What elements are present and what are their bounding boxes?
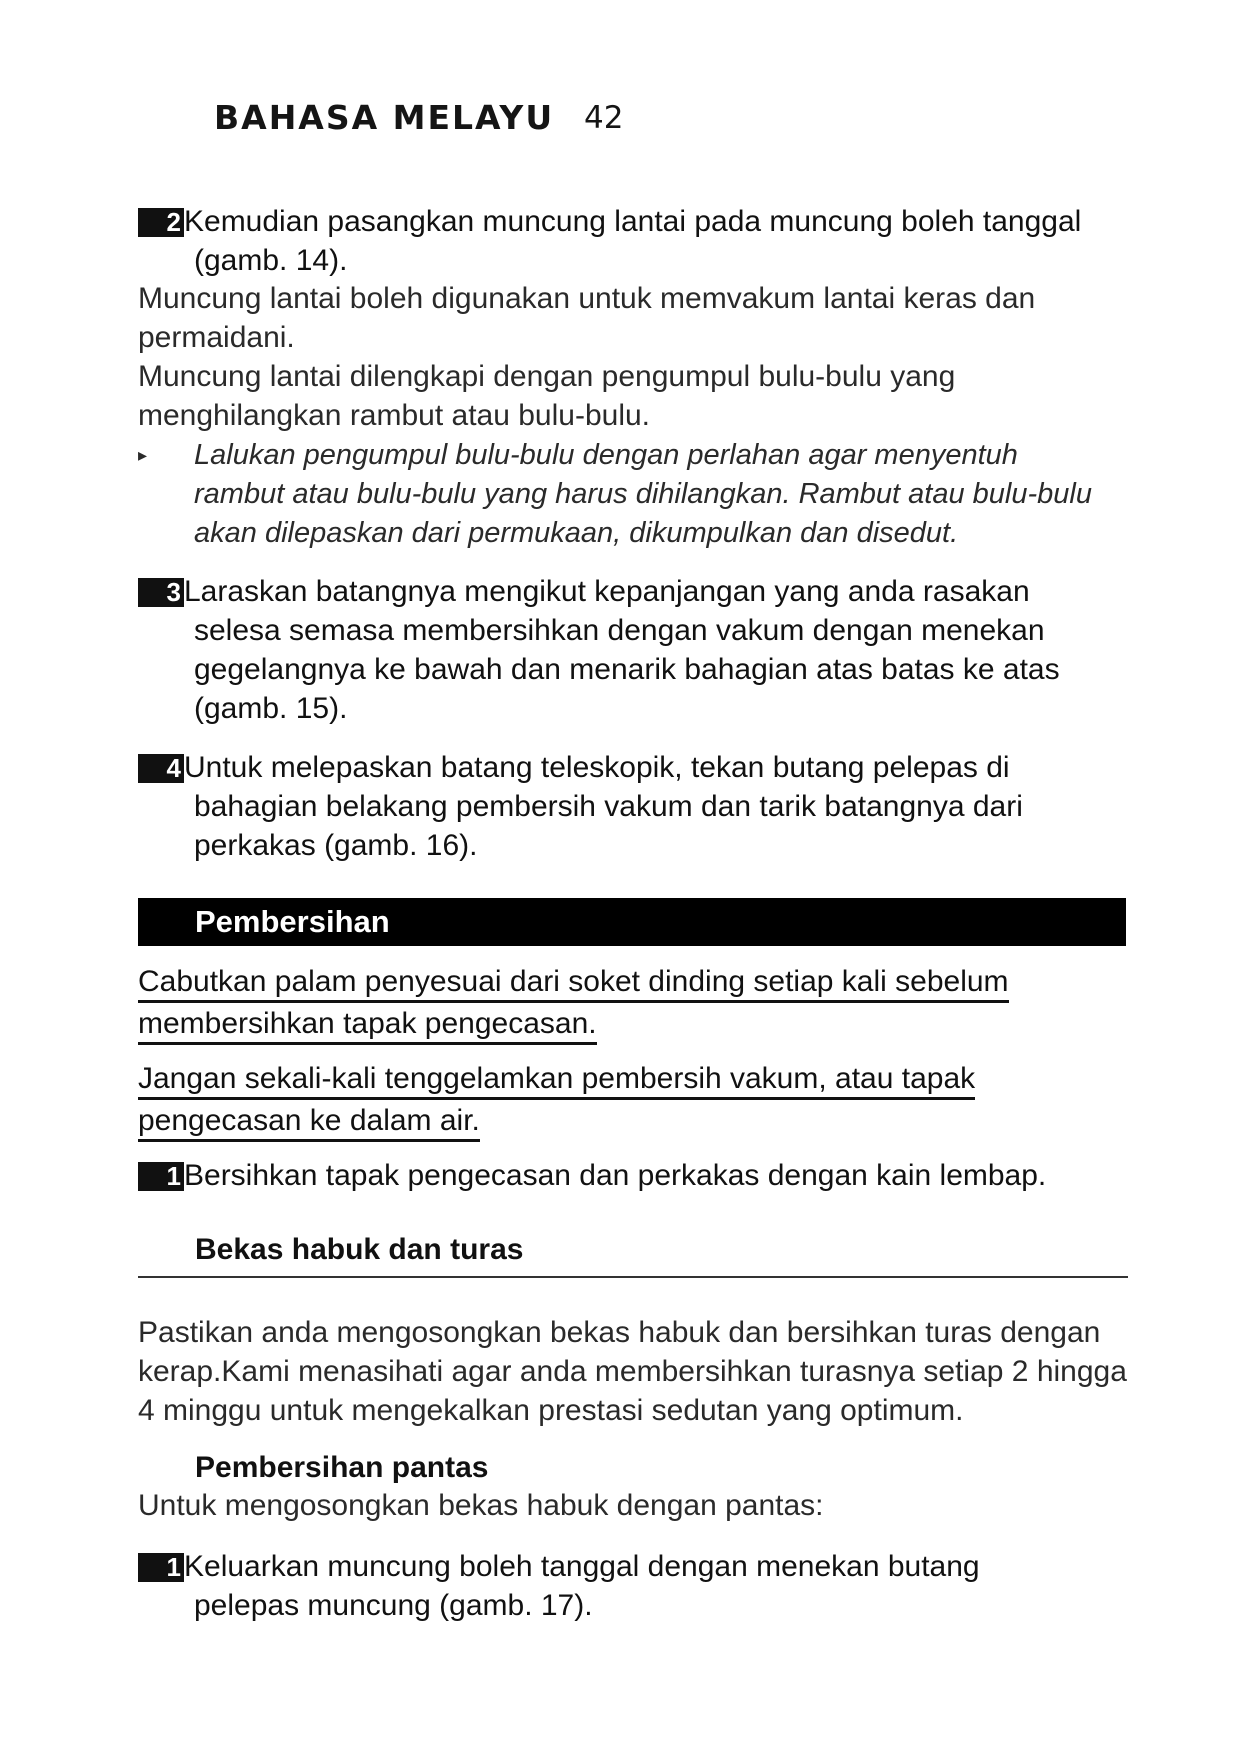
step-line: Laraskan batangnya mengikut kepanjangan yang anda rasakan	[184, 575, 1030, 608]
step-quick-1	[138, 1547, 1118, 1625]
text-line: Pastikan anda mengosongkan bekas habuk dan bersihkan turas dengan	[138, 1316, 1101, 1349]
step-number-badge: 2	[138, 208, 184, 237]
bullet-arrow-icon: ▸	[138, 445, 148, 465]
step-line: bahagian belakang pembersih vakum dan tarik batangnya dari	[194, 790, 1023, 823]
step-text	[184, 1156, 1118, 1195]
step-text	[184, 1547, 1118, 1625]
text-line: akan dilepaskan dari permukaan, dikumpulkan dan disedut.	[194, 517, 959, 549]
step-text	[184, 202, 1118, 280]
step-text	[184, 572, 1118, 728]
step-line: selesa semasa membersihkan dengan vakum dengan menekan	[194, 614, 1045, 647]
step-line: (gamb. 15).	[194, 692, 348, 725]
warning-no-water	[138, 1059, 1118, 1143]
text-line: Muncung lantai dilengkapi dengan pengumpul bulu-bulu yang	[138, 360, 956, 393]
subsection-description	[138, 1313, 1128, 1430]
step-line: gegelangnya ke bawah dan menarik bahagian atas batas ke atas	[194, 653, 1060, 686]
step-3	[138, 572, 1118, 728]
step-line: (gamb. 14).	[194, 244, 348, 277]
text-line: Muncung lantai boleh digunakan untuk memvakum lantai keras dan	[138, 282, 1036, 315]
step-number-badge: 4	[138, 754, 184, 783]
warning-line: Jangan sekali-kali tenggelamkan pembersih vakum, atau tapak	[138, 1062, 975, 1100]
floor-nozzle-description	[138, 279, 1128, 435]
step-clean-1	[138, 1156, 1118, 1195]
subsection-title: Pembersihan pantas	[195, 1451, 489, 1484]
step-line: Untuk melepaskan batang teleskopik, tekan butang pelepas di	[184, 751, 1010, 784]
step-line: perkakas (gamb. 16).	[194, 829, 478, 862]
page-number: 42	[584, 100, 624, 136]
warning-line: membersihkan tapak pengecasan.	[138, 1007, 597, 1045]
section-title: Pembersihan	[195, 904, 390, 939]
step-line: Keluarkan muncung boleh tanggal dengan menekan butang	[184, 1550, 980, 1583]
step-number-badge: 1	[138, 1553, 184, 1582]
subsection-title: Bekas habuk dan turas	[195, 1233, 524, 1266]
bullet-item	[138, 436, 1128, 553]
step-text	[184, 748, 1118, 865]
step-number-badge: 1	[138, 1162, 184, 1191]
warning-line: Cabutkan palam penyesuai dari soket dinding setiap kali sebelum	[138, 965, 1009, 1003]
step-4	[138, 748, 1118, 865]
warning-line: pengecasan ke dalam air.	[138, 1104, 480, 1142]
warning-unplug	[138, 962, 1118, 1046]
text-line: menghilangkan rambut atau bulu-bulu.	[138, 399, 651, 432]
step-line: Kemudian pasangkan muncung lantai pada muncung boleh tanggal	[184, 205, 1082, 238]
step-line: pelepas muncung (gamb. 17).	[194, 1589, 593, 1622]
subsection-intro: Untuk mengosongkan bekas habuk dengan pantas:	[138, 1489, 824, 1522]
text-line: Lalukan pengumpul bulu-bulu dengan perlahan agar menyentuh	[194, 439, 1018, 471]
divider	[138, 1276, 1128, 1278]
text-line: rambut atau bulu-bulu yang harus dihilangkan. Rambut atau bulu-bulu	[194, 478, 1092, 510]
text-line: kerap.Kami menasihati agar anda membersihkan turasnya setiap 2 hingga	[138, 1355, 1127, 1388]
section-header-bar	[138, 898, 1126, 946]
text-line: permaidani.	[138, 321, 295, 354]
step-line: Bersihkan tapak pengecasan dan perkakas dengan kain lembap.	[184, 1159, 1047, 1192]
step-number-badge: 3	[138, 578, 184, 607]
text-line: 4 minggu untuk mengekalkan prestasi sedutan yang optimum.	[138, 1394, 964, 1427]
step-2	[138, 202, 1118, 280]
language-header: BAHASA MELAYU	[214, 98, 555, 137]
